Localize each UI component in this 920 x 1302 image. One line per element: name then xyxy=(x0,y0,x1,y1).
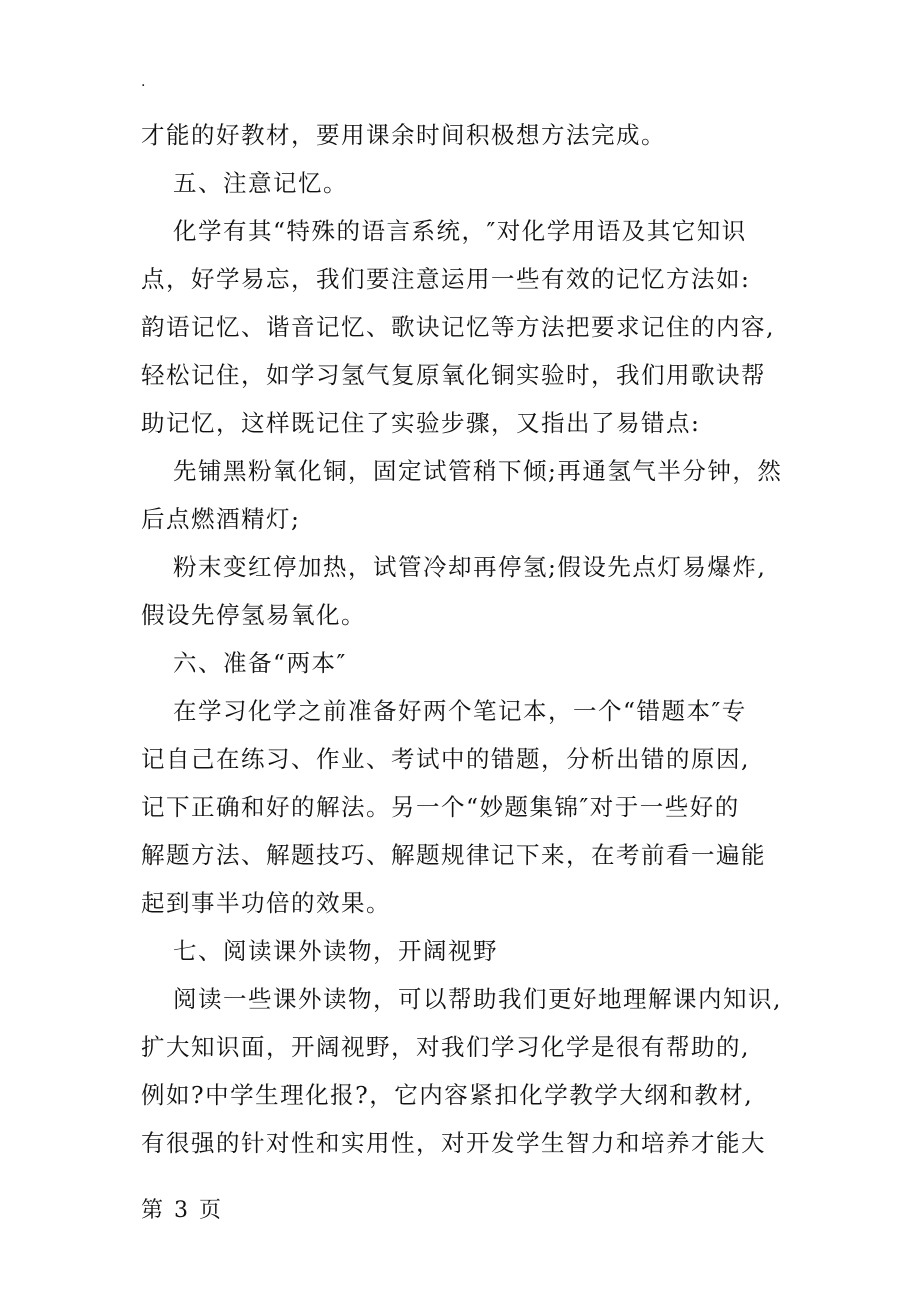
text-line: 阅读一些课外读物，可以帮助我们更好地理解课内知识, xyxy=(173,985,782,1013)
text-line: 化学有其“特殊的语言系统，″对化学用语及其它知识 xyxy=(173,217,747,245)
text-line: 例如?中学生理化报?，它内容紧扣化学教学大纲和教材, xyxy=(141,1081,754,1109)
section-heading: 五、注意记忆。 xyxy=(173,169,348,197)
section-heading: 六、准备“两本″ xyxy=(173,649,347,677)
text-line: 记自己在练习、作业、考试中的错题，分析出错的原因, xyxy=(141,745,750,773)
text-line: 韵语记忆、谐音记忆、歌诀记忆等方法把要求记住的内容, xyxy=(141,313,775,341)
text-line: 轻松记住，如学习氢气复原氧化铜实验时，我们用歌诀帮 xyxy=(141,361,766,389)
header-mark: . xyxy=(141,74,146,90)
text-line: 后点燃酒精灯; xyxy=(141,505,301,533)
text-line: 才能的好教材，要用课余时间积极想方法完成。 xyxy=(141,121,666,149)
text-line: 有很强的针对性和实用性，对开发学生智力和培养才能大 xyxy=(141,1129,766,1157)
text-line: 在学习化学之前准备好两个笔记本，一个“错题本″专 xyxy=(173,697,747,725)
text-line: 记下正确和好的解法。另一个“妙题集锦″对于一些好的 xyxy=(141,793,740,821)
text-line: 假设先停氢易氧化。 xyxy=(141,601,366,629)
text-line: 先铺黑粉氧化铜，固定试管稍下倾;再通氢气半分钟，然 xyxy=(173,457,783,485)
text-line: 助记忆，这样既记住了实验步骤，又指出了易错点: xyxy=(141,409,701,437)
section-heading: 七、阅读课外读物，开阔视野 xyxy=(173,937,498,965)
text-line: 起到事半功倍的效果。 xyxy=(141,889,391,917)
text-line: 粉末变红停加热，试管冷却再停氢;假设先点灯易爆炸, xyxy=(173,553,767,581)
text-line: 点，好学易忘，我们要注意运用一些有效的记忆方法如: xyxy=(141,265,751,293)
text-line: 解题方法、解题技巧、解题规律记下来，在考前看一遍能 xyxy=(141,841,766,869)
page-number: 第 3 页 xyxy=(141,1198,223,1223)
text-line: 扩大知识面，开阔视野，对我们学习化学是很有帮助的, xyxy=(141,1033,750,1061)
